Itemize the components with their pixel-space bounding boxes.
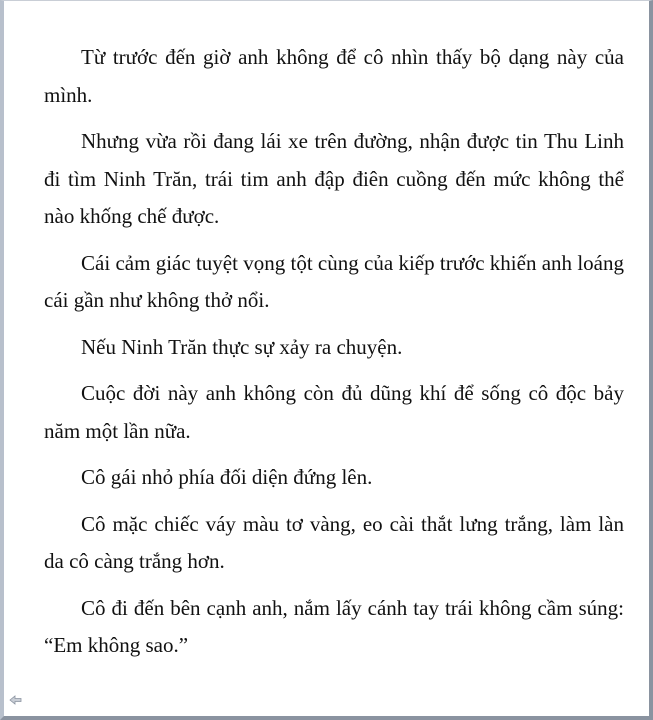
paragraph-7: Cô mặc chiếc váy màu tơ vàng, eo cài thắt lưng trắng, làm làn da cô càng trắng hơn. xyxy=(44,511,624,573)
paragraph-1: Từ trước đến giờ anh không để cô nhìn thấy bộ dạng này của mình. xyxy=(44,45,624,107)
resize-arrow-icon-svg xyxy=(9,694,23,706)
paragraph-4: Nếu Ninh Trăn thực sự xảy ra chuyện. xyxy=(81,334,403,359)
paragraph-8: Cô đi đến bên cạnh anh, nắm lấy cánh tay trái không cầm súng: “Em không sao.” xyxy=(44,595,624,657)
document-page xyxy=(44,39,624,674)
resize-arrow-icon[interactable] xyxy=(9,694,23,706)
paragraph-5: Cuộc đời này anh không còn đủ dũng khí để sống cô độc bảy năm một lần nữa. xyxy=(44,381,624,443)
paragraph-3: Cái cảm giác tuyệt vọng tột cùng của kiếp trước khiến anh loáng cái gần như không thở nổi. xyxy=(44,250,624,312)
paragraph-6: Cô gái nhỏ phía đối diện đứng lên. xyxy=(81,465,373,489)
paragraph-2: Nhưng vừa rồi đang lái xe trên đường, nhận được tin Thu Linh đi tìm Ninh Trăn, trái tim anh đập điên cuồng đến mức không thể nào khống chế được. xyxy=(44,129,624,228)
